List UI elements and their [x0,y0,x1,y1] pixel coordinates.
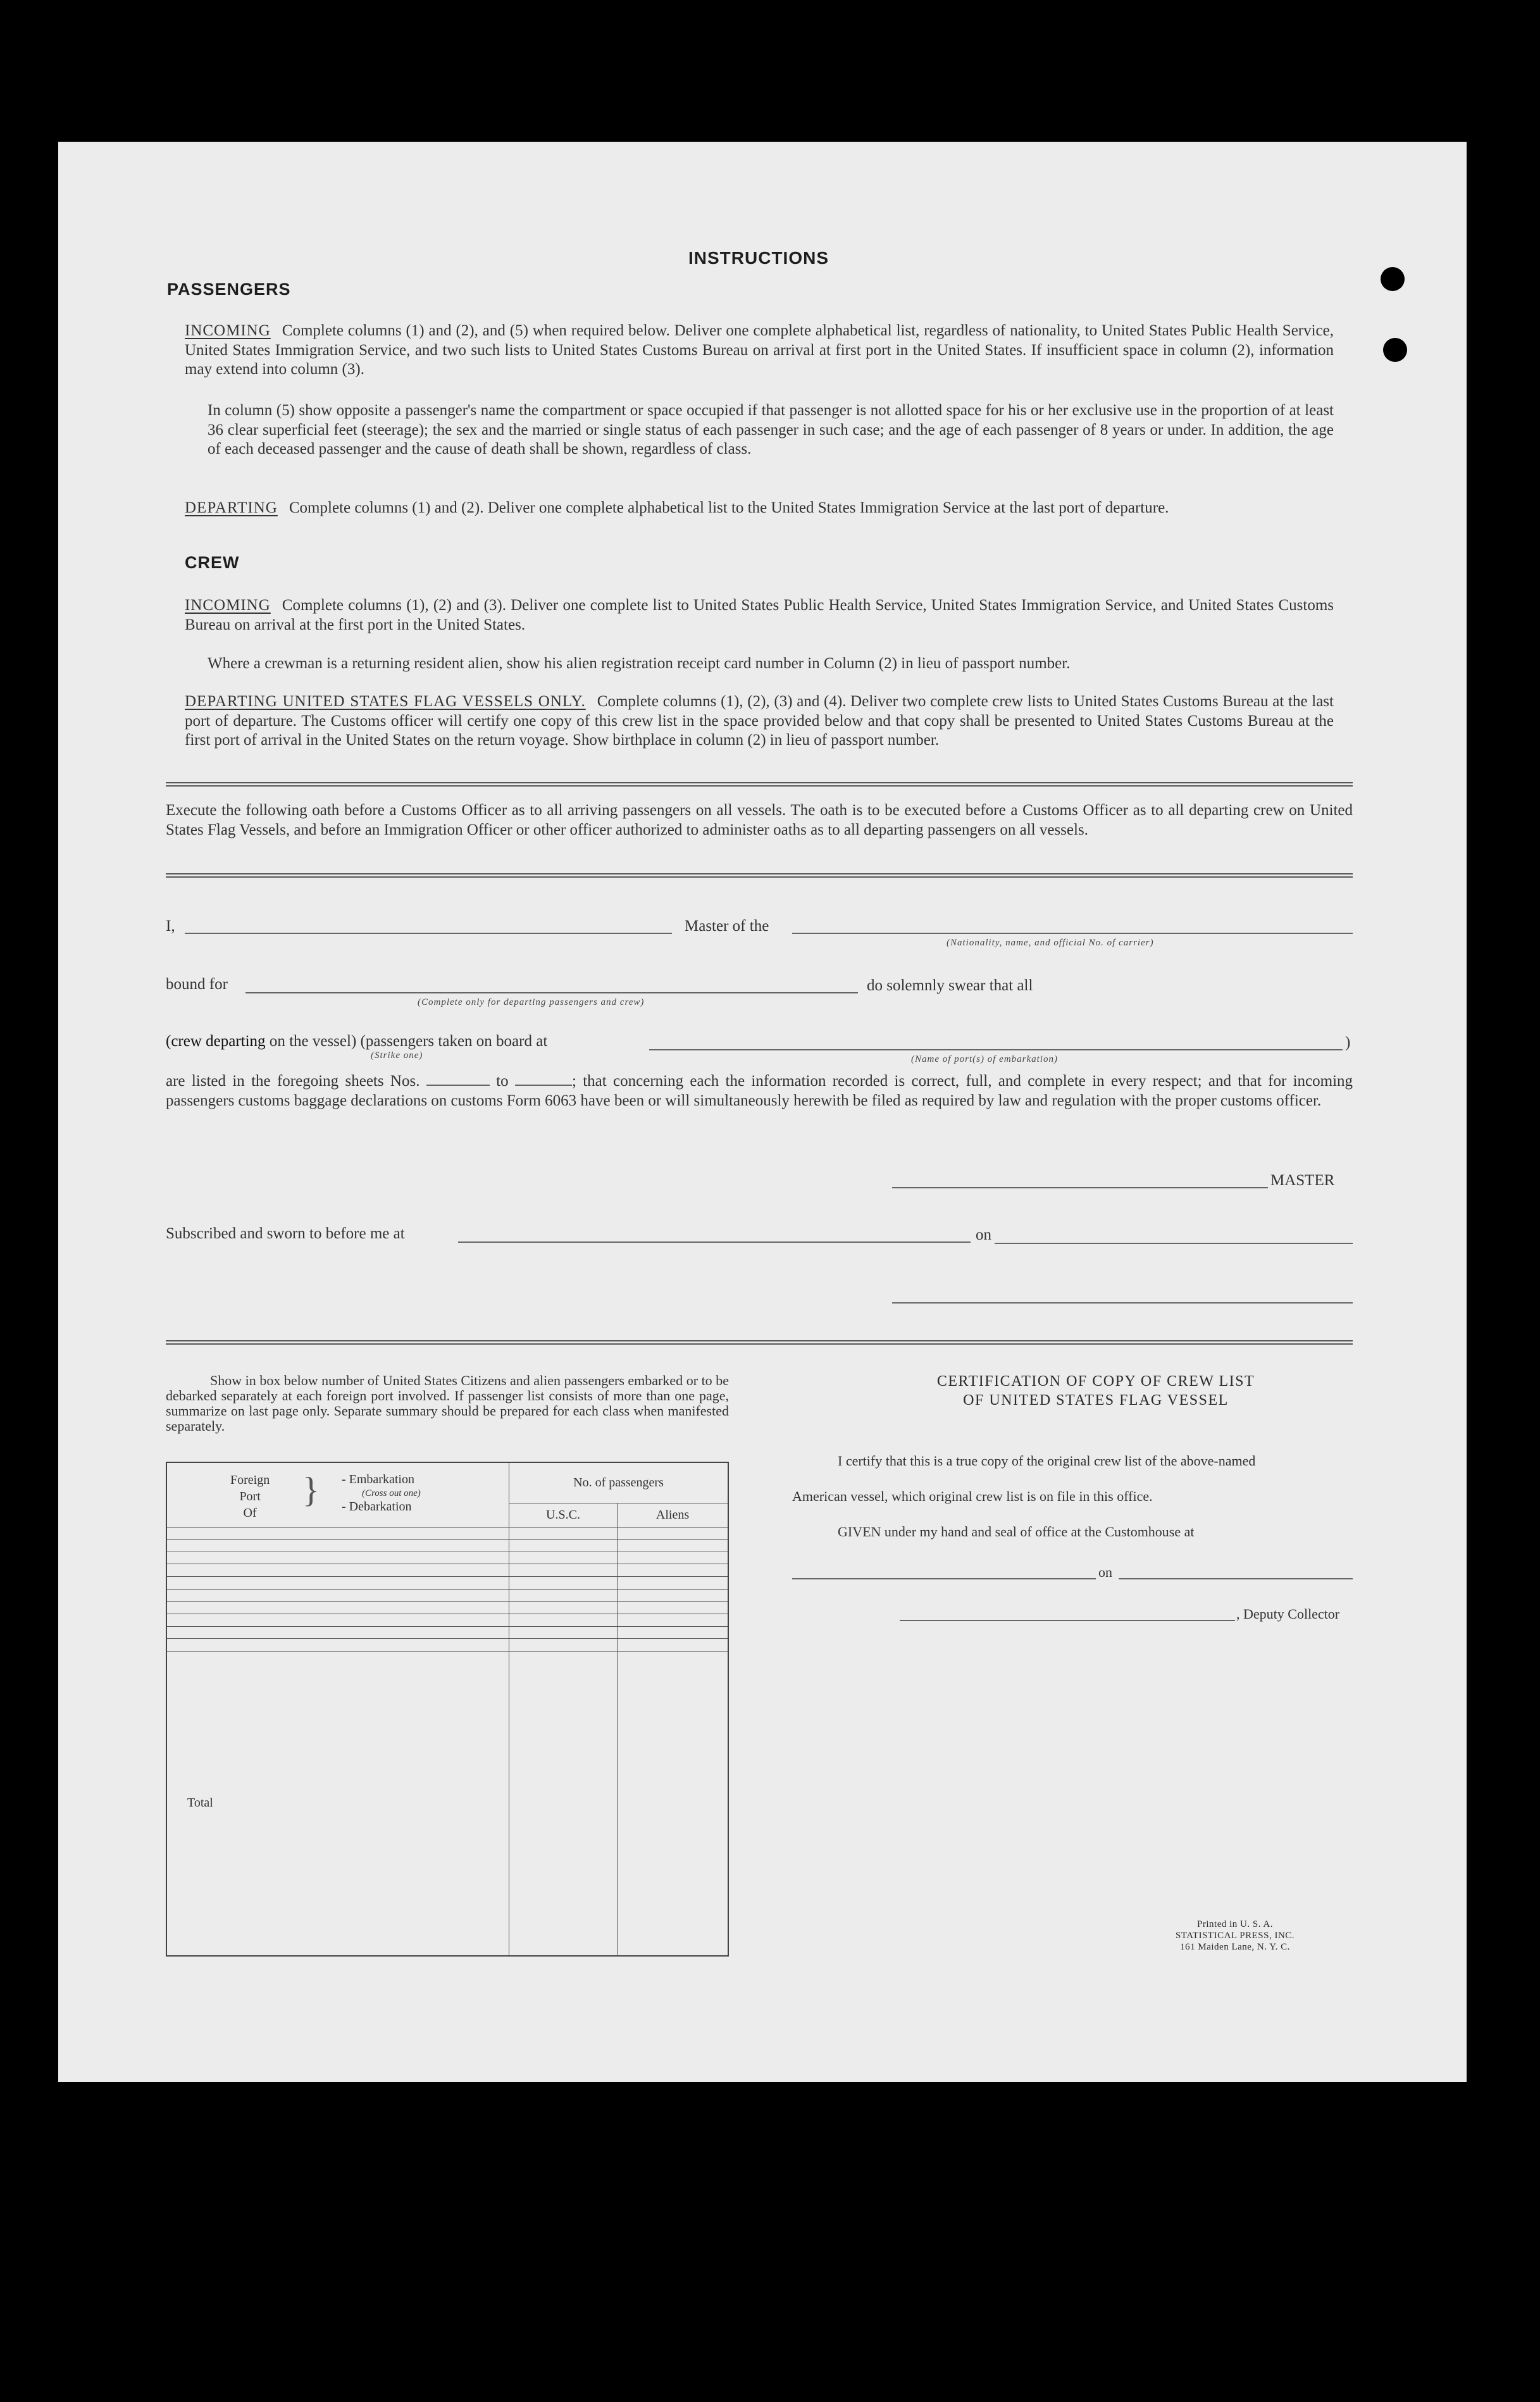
departing-text: Complete columns (1) and (2). Deliver one complete alphabetical list to the United States Immigration Service at the last port of departure. [289,499,1169,516]
usc-header: U.S.C. [509,1503,618,1527]
page-title: INSTRUCTIONS [688,248,829,268]
certification-title: CERTIFICATION OF COPY OF CREW LIST OF UNITED STATES FLAG VESSEL [936,1373,1255,1409]
total-row[interactable] [166,1651,728,1956]
passengers-incoming-paragraph [185,321,1334,380]
punch-hole [1381,267,1405,291]
certify-line-3: GIVEN under my hand and seal of office at the Customhouse at [838,1524,1195,1540]
certify-line-1: I certify that this is a true copy of the original crew list of the above-named [838,1453,1256,1469]
table-row[interactable] [166,1527,728,1540]
master-of-label: Master of the [685,918,769,935]
table-row[interactable] [166,1639,728,1652]
certify-line-2: American vessel, which original crew list is on file in this office. [792,1488,1153,1504]
printer-imprint: Printed in U. S. A. STATISTICAL PRESS, INC. 161 Maiden Lane, N. Y. C. [1175,1919,1295,1952]
officer-signature-field[interactable] [892,1302,1353,1304]
table-row[interactable] [166,1614,728,1626]
divider [166,873,1353,878]
summary-instructions: Show in box below number of United States Citizens and alien passengers embarked or to be debarked separately at each foreign port involved. If passenger list consists of more than one page, summarize on last page only. Separate summary should be prepared for each class when manifested separately. [166,1372,729,1434]
deputy-collector-label: , Deputy Collector [1236,1606,1340,1622]
crew-incoming-paragraph [185,596,1334,635]
close-paren: ) [1345,1034,1351,1051]
column5-text: In column (5) show opposite a passenger's name the compartment or space occupied if that passenger is not allotted space for his or her exclusive use in the proportion of at least 36 clear superficial feet (steerage); the sex and the married or single status of each passenger in such case; and the age of each passenger of 8 years or under. In addition, the age of each deceased passenger and the cause of death shall be shown, regardless of class. [208,402,1334,457]
customhouse-field[interactable] [792,1578,1096,1579]
swear-label: do solemnly swear that all [867,977,1033,994]
table-row[interactable] [166,1626,728,1639]
bound-for-label: bound for [166,976,228,993]
crew-option: (crew departing on the vessel) (passengers taken on board at [166,1033,548,1050]
passengers-departing-paragraph [185,499,1334,518]
form-page [58,142,1467,2082]
resident-text: Where a crewman is a returning resident alien, show his alien registration receipt card number in Column (2) in lieu of passport number. [208,655,1071,672]
flag-vessels-label: DEPARTING UNITED STATES FLAG VESSELS ONLY. [185,693,586,710]
master-label: MASTER [1270,1172,1335,1189]
flag-vessels-text: Complete columns (1), (2), (3) and (4). Deliver two complete crew lists to United States Customs Bureau at the last port of departure. The Customs officer will certify one copy of this crew list in the space provided below and that copy shall be presented to United States Customs Bureau at the first port of arrival in the United States on the return voyage. Show birthplace in column (2) in lieu of passport number. [185,693,1334,749]
on-label: on [976,1226,991,1243]
table-row[interactable] [166,1540,728,1552]
table-row[interactable] [166,1589,728,1602]
passenger-summary-table [166,1462,729,1957]
passengers-heading: PASSENGERS [167,280,291,299]
sworn-date-field[interactable] [995,1243,1353,1244]
divider [166,782,1353,787]
strike-caption: (Strike one) [371,1050,423,1061]
listed-paragraph: are listed in the foregoing sheets Nos. to ; that concerning each the information recorded is correct, full, and complete in every respect; and that for incoming passengers customs baggage declarations on customs Form 6063 have been or will simultaneously herewith be filed as required by law and regulation with the proper customs officer. [166,1073,1353,1109]
master-name-field[interactable] [185,933,672,934]
divider [166,1340,1353,1345]
departing-label: DEPARTING [185,499,278,516]
punch-hole [1383,338,1407,362]
table-row[interactable] [166,1577,728,1590]
oath-intro: Execute the following oath before a Customs Officer as to all arriving passengers on all vessels. The oath is to be executed before a Customs Officer as to all departing crew on United States Flag Vessels, and before an Immigration Officer or other officer authorized to administer oaths as to all departing passengers on all vessels. [166,802,1353,838]
subscribed-label: Subscribed and sworn to before me at [166,1225,405,1242]
table-row[interactable] [166,1602,728,1614]
cert-date-field[interactable] [1119,1578,1353,1579]
passenger-count-header: No. of passengers [509,1462,729,1503]
master-signature-field[interactable] [892,1187,1268,1188]
table-row[interactable] [166,1564,728,1577]
total-label: Total [166,1651,509,1956]
sheet-to-field[interactable] [515,1076,572,1086]
crew-heading: CREW [185,553,240,572]
port-header: Foreign Port Of } - Embarkation (Cross out one) - Debarkation [166,1462,509,1527]
i-label: I, [166,918,175,935]
sheet-from-field[interactable] [426,1076,490,1086]
incoming-text: Complete columns (1) and (2), and (5) when required below. Deliver one complete alphabetical list, regardless of nationality, to United States Public Health Service, United States Immigration Service, and two such lists to United States Customs Bureau on arrival at first port in the United States. If insufficient space in column (2), information may extend into column (3). [185,322,1334,378]
incoming-label: INCOMING [185,322,271,339]
bound-for-field[interactable] [245,992,858,993]
crew-incoming-text: Complete columns (1), (2) and (3). Deliver one complete list to United States Public Health Service, United States Immigration Service, and United States Customs Bureau on arrival at the first port in the United States. [185,597,1334,633]
carrier-caption: (Nationality, name, and official No. of carrier) [947,938,1154,948]
sworn-place-field[interactable] [458,1241,971,1243]
flag-vessels-paragraph [185,692,1334,750]
cert-on-label: on [1098,1564,1112,1580]
aliens-header: Aliens [618,1503,729,1527]
table-row[interactable] [166,1552,728,1564]
resident-alien-paragraph [208,654,1334,674]
column5-paragraph [208,401,1334,459]
deputy-signature-field[interactable] [900,1620,1235,1621]
carrier-field[interactable] [792,933,1353,934]
crew-incoming-label: INCOMING [185,597,271,614]
ports-caption: (Name of port(s) of embarkation) [911,1054,1058,1064]
embarkation-ports-field[interactable] [649,1049,1343,1050]
complete-caption: (Complete only for departing passengers and crew) [418,997,645,1007]
